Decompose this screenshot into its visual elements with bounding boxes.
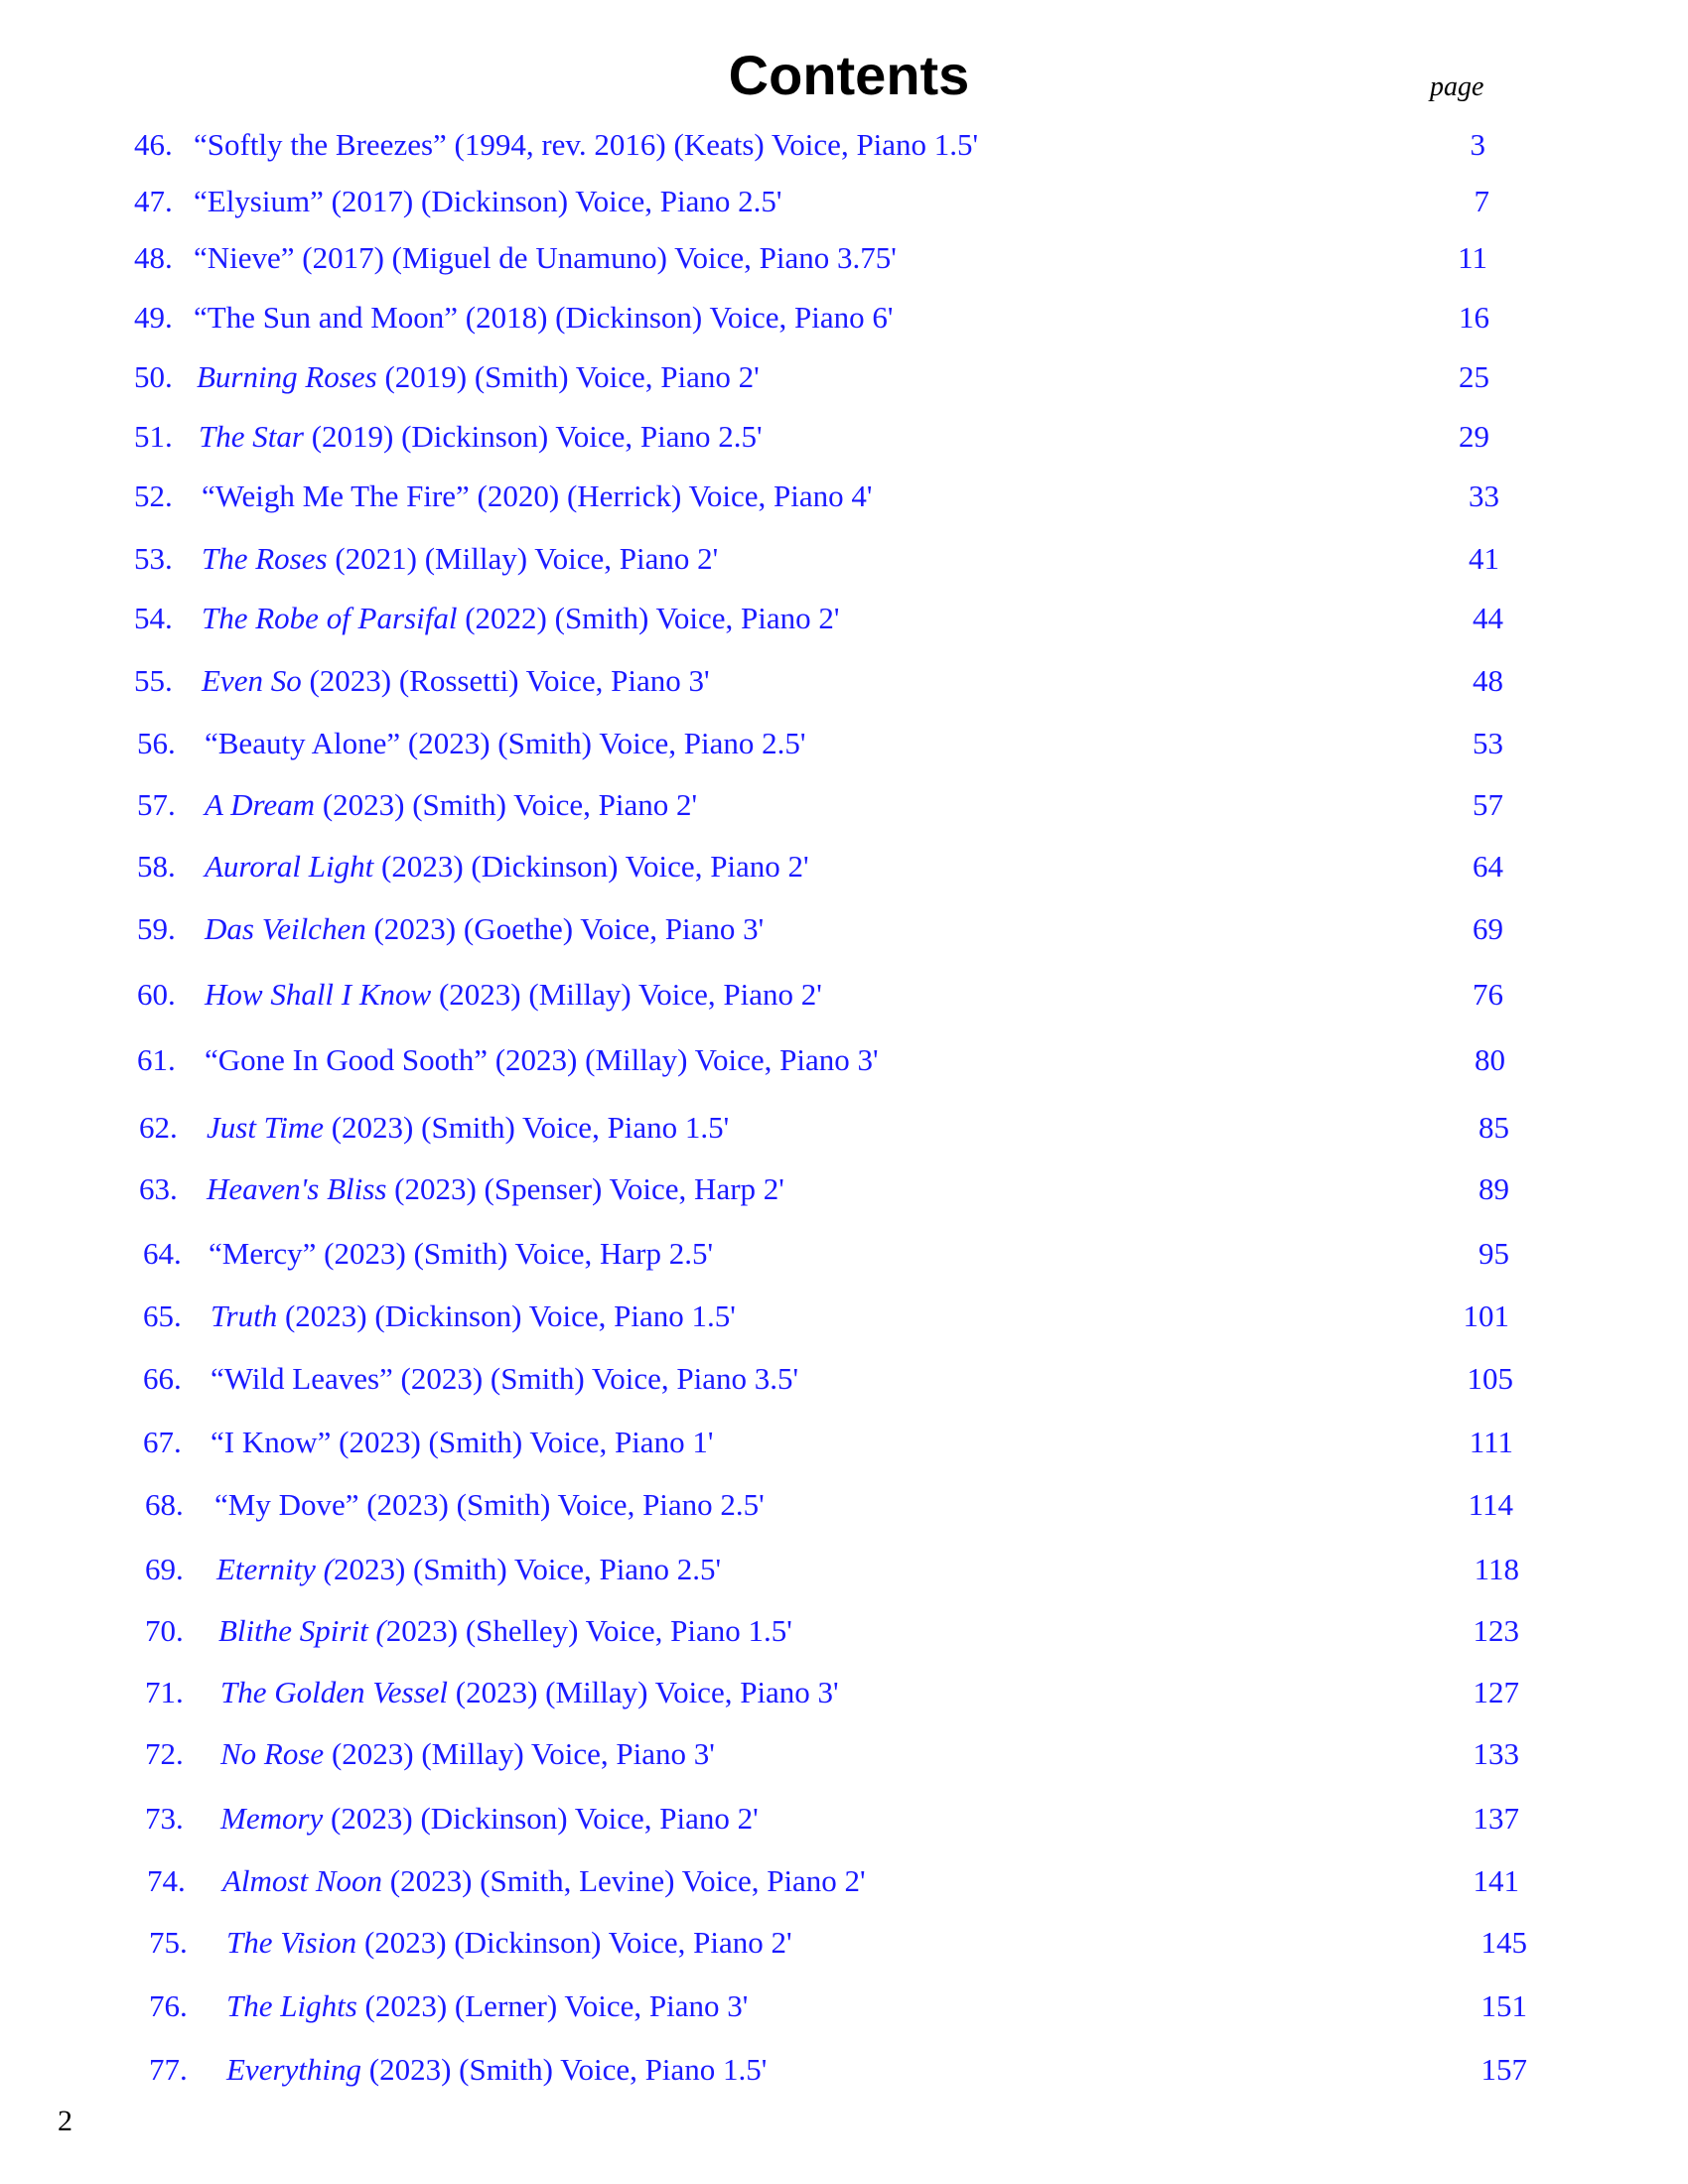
entry-page-number: 89: [1478, 1171, 1509, 1206]
entry-title: [194, 296, 893, 340]
entry-page-number: 29: [1459, 419, 1489, 454]
entry-page-number: 44: [1473, 601, 1503, 635]
entry-title: [220, 1797, 759, 1841]
entry-page-number: 33: [1469, 478, 1499, 513]
entry-page-number: 41: [1469, 541, 1499, 576]
toc-entry[interactable]: [0, 123, 1688, 167]
entry-page-number: 69: [1473, 911, 1503, 946]
entry-number: 60.: [137, 977, 176, 1012]
entry-title: [207, 1106, 729, 1150]
entry-number: 68.: [145, 1487, 184, 1522]
entry-details: (2023) (Dickinson) Voice, Piano 2': [356, 1925, 792, 1960]
entry-title: [194, 236, 897, 280]
entry-page-number: 111: [1469, 1425, 1513, 1459]
entry-title: [226, 1984, 748, 2028]
entry-page-number: 101: [1463, 1298, 1509, 1333]
entry-details: (2019) (Smith) Voice, Piano 2': [376, 359, 760, 394]
toc-entry[interactable]: [0, 845, 1688, 888]
toc-entry[interactable]: [0, 180, 1688, 223]
entry-details: “Nieve” (2017) (Miguel de Unamuno) Voice, Piano 3.75': [194, 240, 897, 275]
toc-entry[interactable]: [0, 355, 1688, 399]
entry-details: “I Know” (2023) (Smith) Voice, Piano 1': [211, 1425, 714, 1459]
entry-title: [226, 1921, 792, 1965]
entry-number: 51.: [134, 419, 173, 454]
entry-title: [199, 415, 763, 459]
entry-title: [220, 1732, 715, 1776]
entry-title: [211, 1295, 736, 1338]
entry-details: (2023) (Lerner) Voice, Piano 3': [356, 1988, 749, 2023]
entry-title: [214, 1483, 765, 1527]
entry-number: 71.: [145, 1675, 184, 1709]
toc-entry[interactable]: [0, 1548, 1688, 1591]
entry-details: (2023) (Millay) Voice, Piano 3': [448, 1675, 839, 1709]
entry-title-italic: Just Time: [207, 1110, 324, 1145]
entry-number: 74.: [147, 1863, 186, 1898]
entry-page-number: 123: [1473, 1613, 1519, 1648]
entry-title-italic: The Roses: [202, 541, 328, 576]
entry-title: [202, 659, 710, 703]
entry-number: 66.: [143, 1361, 182, 1396]
entry-details: (2023) (Goethe) Voice, Piano 3': [365, 911, 765, 946]
entry-title: [222, 1859, 866, 1903]
toc-entry[interactable]: [0, 537, 1688, 581]
entry-page-number: 48: [1473, 663, 1503, 698]
entry-details: “Weigh Me The Fire” (2020) (Herrick) Voice, Piano 4': [202, 478, 873, 513]
entry-title-italic: The Golden Vessel: [220, 1675, 449, 1709]
entry-number: 62.: [139, 1110, 178, 1145]
entry-number: 47.: [134, 184, 173, 218]
entry-title: [211, 1421, 713, 1464]
toc-entry[interactable]: [0, 1797, 1688, 1841]
entry-page-number: 53: [1473, 726, 1503, 760]
toc-entry[interactable]: [0, 1609, 1688, 1653]
entry-title: [202, 537, 718, 581]
toc-entry[interactable]: [0, 722, 1688, 765]
entry-title: [226, 2048, 767, 2092]
entry-number: 73.: [145, 1801, 184, 1836]
entry-details: (2023) (Smith) Voice, Piano 1.5': [323, 1110, 730, 1145]
entry-number: 61.: [137, 1042, 176, 1077]
entry-number: 52.: [134, 478, 173, 513]
entry-details: “My Dove” (2023) (Smith) Voice, Piano 2.5': [214, 1487, 765, 1522]
entry-page-number: 114: [1468, 1487, 1513, 1522]
toc-entry[interactable]: [0, 1671, 1688, 1714]
toc-entry[interactable]: [0, 1295, 1688, 1338]
entry-title-italic: How Shall I Know: [205, 977, 432, 1012]
entry-title: [205, 907, 764, 951]
entry-title: [216, 1548, 721, 1591]
entry-page-number: 95: [1478, 1236, 1509, 1271]
entry-details: (2023) (Smith) Voice, Piano 2': [315, 787, 698, 822]
entry-title-italic: Blithe Spirit (: [218, 1613, 386, 1648]
entry-title-italic: Eternity (: [216, 1552, 334, 1586]
entry-number: 72.: [145, 1736, 184, 1771]
toc-entry[interactable]: [0, 973, 1688, 1017]
toc-entry[interactable]: [0, 1357, 1688, 1401]
entry-number: 65.: [143, 1298, 182, 1333]
entry-page-number: 118: [1474, 1552, 1519, 1586]
entry-page-number: 141: [1473, 1863, 1519, 1898]
toc-entry[interactable]: [0, 475, 1688, 518]
toc-entry[interactable]: [0, 783, 1688, 827]
entry-number: 48.: [134, 240, 173, 275]
entry-page-number: 85: [1478, 1110, 1509, 1145]
entry-details: (2023) (Dickinson) Voice, Piano 1.5': [277, 1298, 736, 1333]
entry-details: “Beauty Alone” (2023) (Smith) Voice, Piano 2.5': [205, 726, 806, 760]
entry-title-italic: Even So: [202, 663, 302, 698]
entry-details: (2021) (Millay) Voice, Piano 2': [327, 541, 719, 576]
toc-entry[interactable]: [0, 659, 1688, 703]
entry-title: [209, 1232, 713, 1276]
entry-title-italic: Truth: [211, 1298, 278, 1333]
entry-number: 56.: [137, 726, 176, 760]
toc-entry[interactable]: [0, 1859, 1688, 1903]
entry-number: 53.: [134, 541, 173, 576]
page-title: Contents: [728, 44, 970, 106]
entry-number: 67.: [143, 1425, 182, 1459]
entry-details: (2023) (Dickinson) Voice, Piano 2': [323, 1801, 759, 1836]
entry-page-number: 11: [1458, 240, 1487, 275]
toc-entry[interactable]: [0, 1984, 1688, 2028]
entry-page-number: 7: [1474, 184, 1489, 218]
entry-number: 57.: [137, 787, 176, 822]
toc-entry[interactable]: [0, 597, 1688, 640]
entry-number: 70.: [145, 1613, 184, 1648]
entry-page-number: 105: [1467, 1361, 1513, 1396]
entry-title: [220, 1671, 839, 1714]
entry-title-italic: Heaven's Bliss: [207, 1171, 387, 1206]
entry-number: 54.: [134, 601, 173, 635]
entry-title: [205, 845, 809, 888]
toc-entry[interactable]: [0, 1038, 1688, 1082]
toc-entry[interactable]: [0, 1232, 1688, 1276]
toc-entry[interactable]: [0, 415, 1688, 459]
toc-entry[interactable]: [0, 1483, 1688, 1527]
entry-details: (2023) (Rossetti) Voice, Piano 3': [301, 663, 710, 698]
entry-number: 50.: [134, 359, 173, 394]
entry-details: “Elysium” (2017) (Dickinson) Voice, Piano 2.5': [194, 184, 782, 218]
entry-page-number: 57: [1473, 787, 1503, 822]
entry-number: 64.: [143, 1236, 182, 1271]
entry-page-number: 80: [1475, 1042, 1505, 1077]
entry-title: [205, 1038, 879, 1082]
entry-title-italic: The Vision: [226, 1925, 357, 1960]
entry-title: [205, 973, 822, 1017]
entry-page-number: 64: [1473, 849, 1503, 884]
toc-entry[interactable]: [0, 236, 1688, 280]
entry-page-number: 137: [1473, 1801, 1519, 1836]
entry-title: [205, 722, 805, 765]
toc-entry[interactable]: [0, 907, 1688, 951]
entry-details: “Mercy” (2023) (Smith) Voice, Harp 2.5': [209, 1236, 714, 1271]
entry-details: (2023) (Millay) Voice, Piano 3': [324, 1736, 715, 1771]
entry-details: (2022) (Smith) Voice, Piano 2': [457, 601, 840, 635]
entry-title: [197, 355, 760, 399]
entry-details: 2023) (Shelley) Voice, Piano 1.5': [385, 1613, 792, 1648]
entry-number: 59.: [137, 911, 176, 946]
entry-number: 55.: [134, 663, 173, 698]
entry-title-italic: No Rose: [220, 1736, 325, 1771]
entry-page-number: 3: [1470, 127, 1485, 162]
entry-title: [205, 783, 697, 827]
entry-title-italic: The Lights: [226, 1988, 357, 2023]
entry-number: 58.: [137, 849, 176, 884]
entry-details: (2023) (Dickinson) Voice, Piano 2': [373, 849, 809, 884]
entry-number: 49.: [134, 300, 173, 335]
entry-page-number: 127: [1473, 1675, 1519, 1709]
entry-page-number: 25: [1459, 359, 1489, 394]
toc-entry[interactable]: [0, 2048, 1688, 2092]
entry-details: “The Sun and Moon” (2018) (Dickinson) Voice, Piano 6': [194, 300, 894, 335]
entry-page-number: 16: [1459, 300, 1489, 335]
entry-number: 46.: [134, 127, 173, 162]
entry-number: 77.: [149, 2052, 188, 2087]
entry-title-italic: Burning Roses: [197, 359, 377, 394]
entry-details: “Softly the Breezes” (1994, rev. 2016) (Keats) Voice, Piano 1.5': [194, 127, 979, 162]
entry-details: (2023) (Smith) Voice, Piano 1.5': [361, 2052, 768, 2087]
entry-title-italic: A Dream: [205, 787, 316, 822]
entry-title-italic: Everything: [226, 2052, 362, 2087]
toc-entry[interactable]: [0, 1106, 1688, 1150]
toc-entry[interactable]: [0, 1167, 1688, 1211]
entry-title-italic: Das Veilchen: [205, 911, 366, 946]
entry-title: [194, 180, 782, 223]
page-column-label: page: [1430, 71, 1484, 102]
entry-title: [202, 597, 840, 640]
entry-title: [211, 1357, 798, 1401]
entry-page-number: 133: [1473, 1736, 1519, 1771]
entry-number: 76.: [149, 1988, 188, 2023]
entry-page-number: 157: [1480, 2052, 1527, 2087]
entry-number: 63.: [139, 1171, 178, 1206]
entry-page-number: 76: [1473, 977, 1503, 1012]
entry-title-italic: The Star: [199, 419, 304, 454]
toc-entry[interactable]: [0, 1921, 1688, 1965]
entry-details: (2023) (Millay) Voice, Piano 2': [431, 977, 822, 1012]
entry-page-number: 145: [1480, 1925, 1527, 1960]
entry-title-italic: The Robe of Parsifal: [202, 601, 458, 635]
entry-details: (2019) (Dickinson) Voice, Piano 2.5': [303, 419, 763, 454]
entry-details: 2023) (Smith) Voice, Piano 2.5': [333, 1552, 722, 1586]
folio-number: 2: [58, 2105, 72, 2137]
entry-title: [202, 475, 872, 518]
entry-title-italic: Auroral Light: [205, 849, 374, 884]
entry-title: [218, 1609, 792, 1653]
entry-number: 69.: [145, 1552, 184, 1586]
entry-details: “Wild Leaves” (2023) (Smith) Voice, Piano 3.5': [211, 1361, 799, 1396]
entry-title: [194, 123, 978, 167]
entry-title: [207, 1167, 784, 1211]
entry-title-italic: Memory: [220, 1801, 324, 1836]
toc-entry[interactable]: [0, 1421, 1688, 1464]
entry-details: “Gone In Good Sooth” (2023) (Millay) Voice, Piano 3': [205, 1042, 879, 1077]
toc-entry[interactable]: [0, 296, 1688, 340]
entry-page-number: 151: [1480, 1988, 1527, 2023]
entry-details: (2023) (Spenser) Voice, Harp 2': [386, 1171, 784, 1206]
toc-entry[interactable]: [0, 1732, 1688, 1776]
entry-details: (2023) (Smith, Levine) Voice, Piano 2': [382, 1863, 866, 1898]
entry-title-italic: Almost Noon: [222, 1863, 383, 1898]
entry-number: 75.: [149, 1925, 188, 1960]
